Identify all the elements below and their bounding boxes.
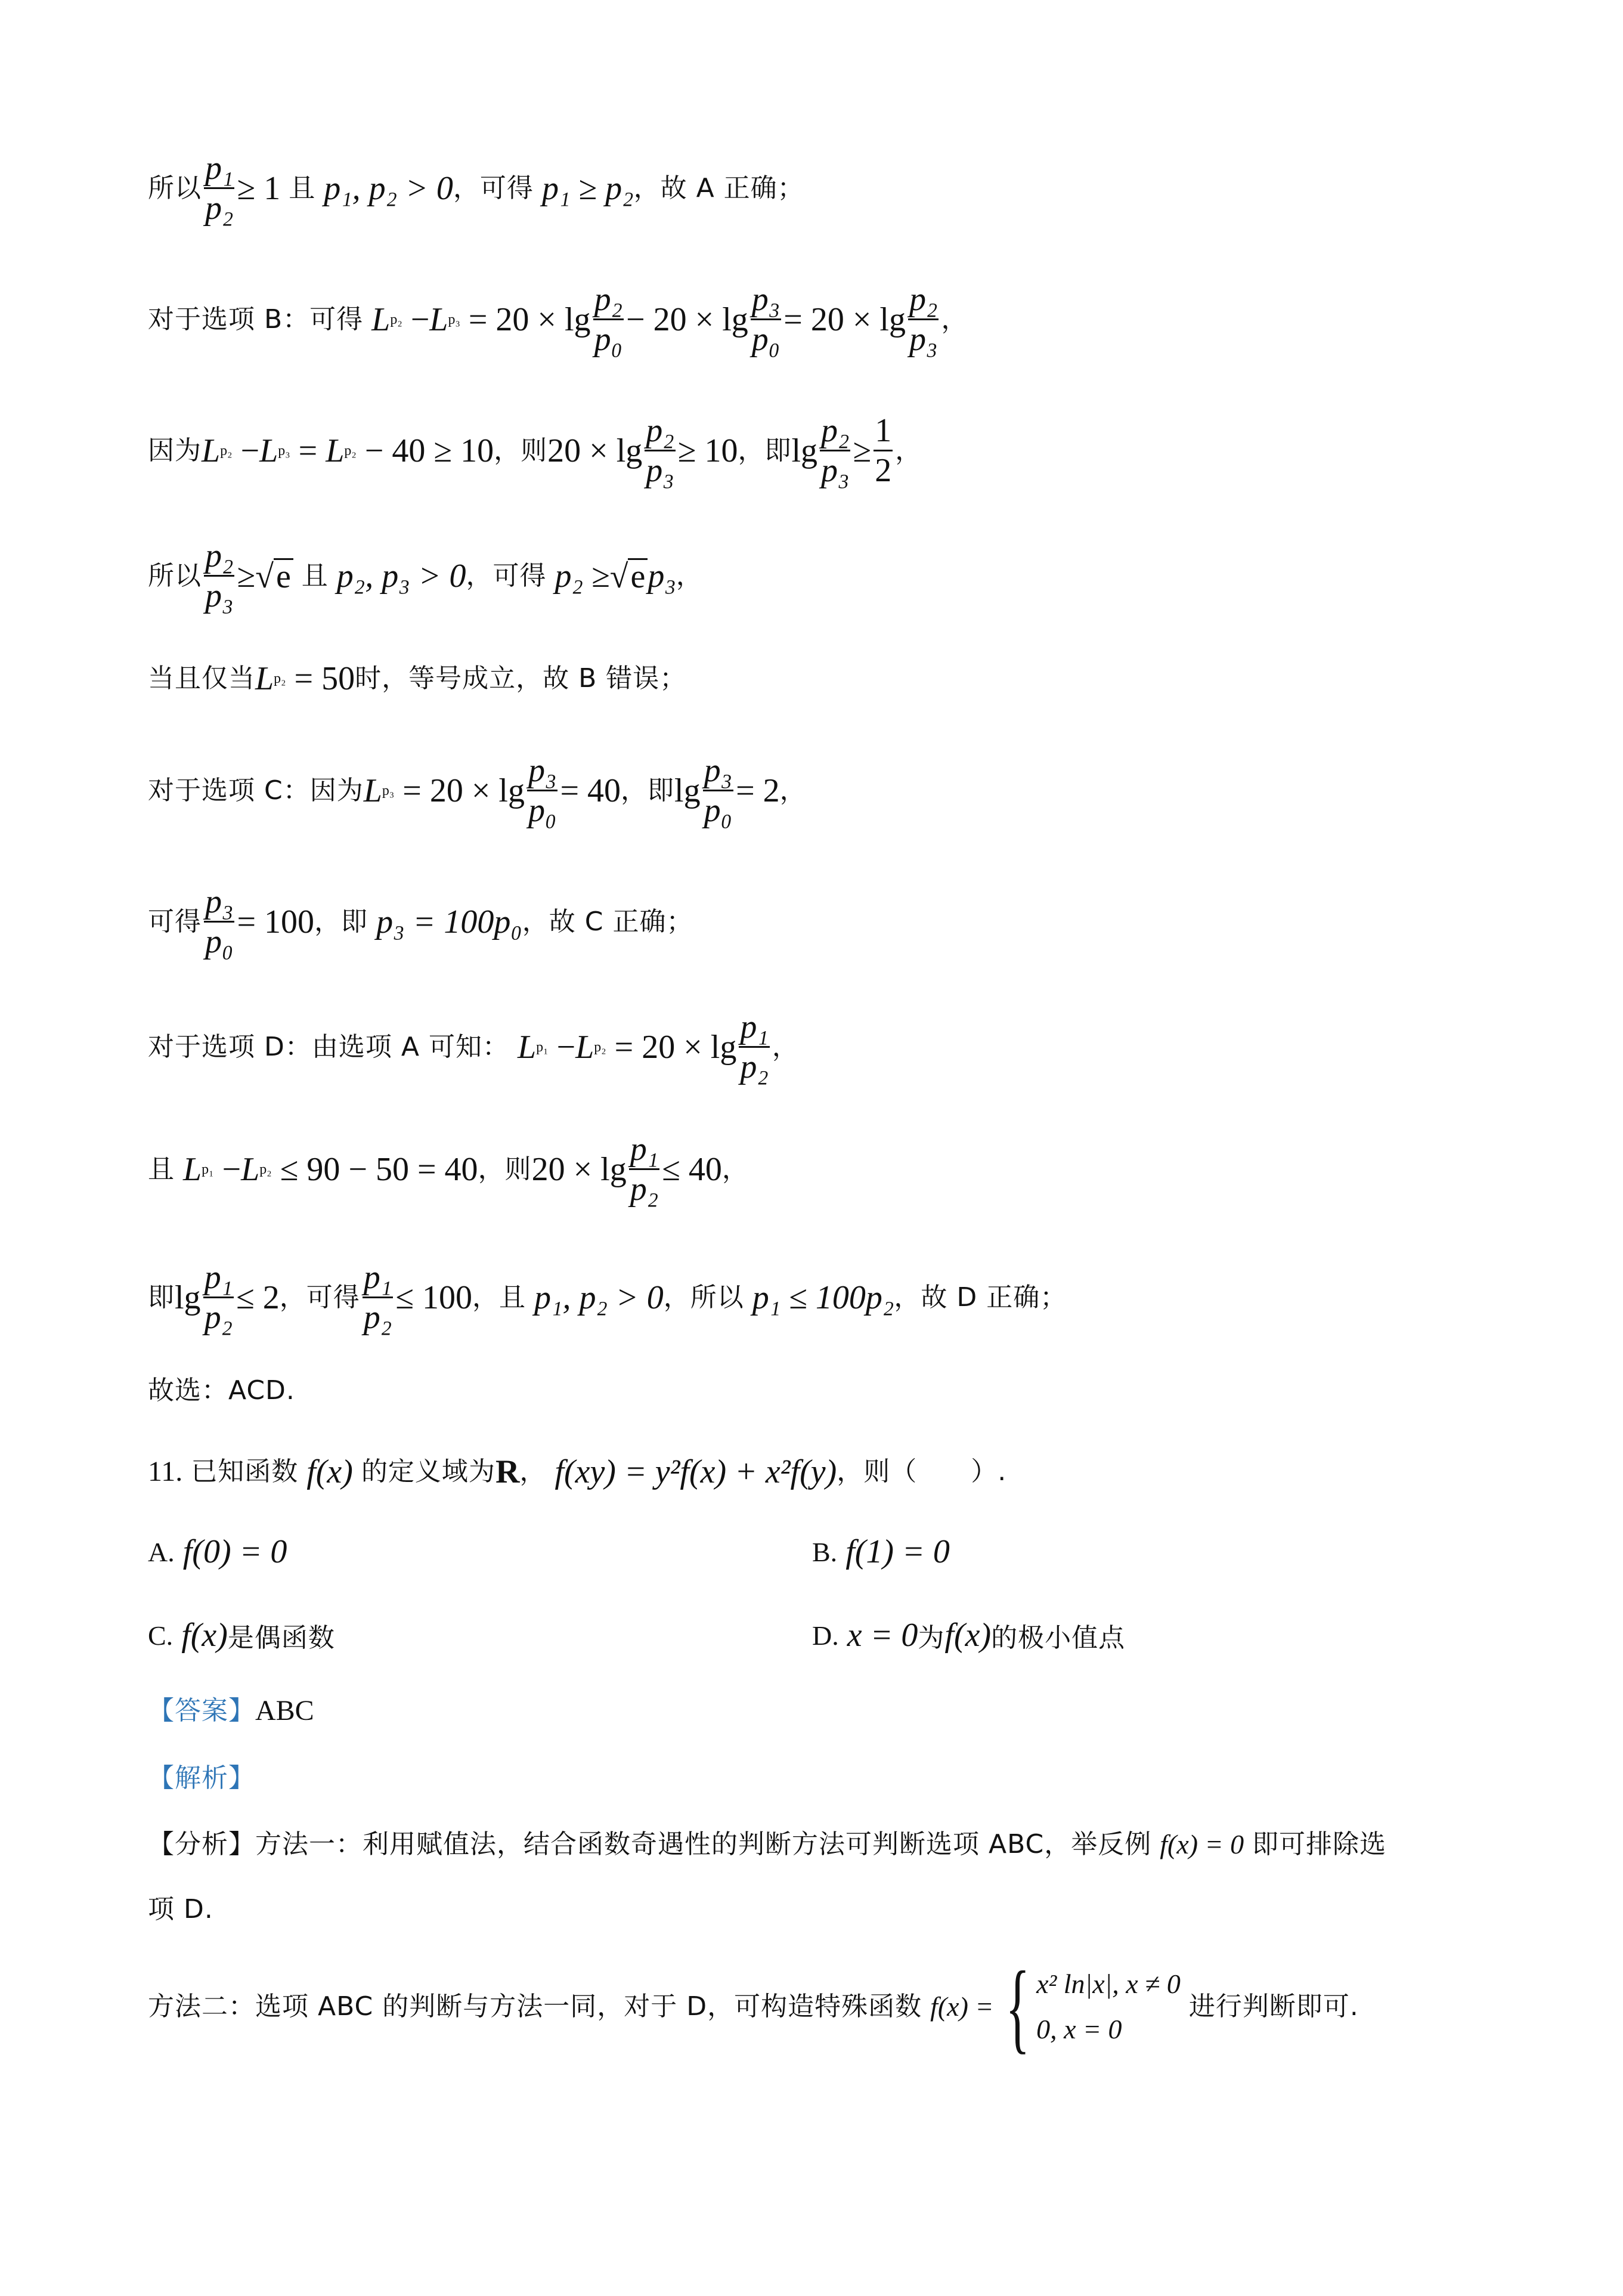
text: ，即 [621,775,675,806]
denominator: p₃ [205,577,234,615]
text: ，故 A 正确； [633,172,804,203]
math: L [363,772,382,809]
math: ≤ 90 − 50 = 40 [280,1150,478,1188]
solution-line-9 [148,1130,749,1209]
math: ≤ 40 [662,1150,722,1188]
text: ，即 [314,906,368,937]
question-number: 11. [148,1456,183,1487]
text: 的定义域为 [361,1456,495,1487]
text: ， [721,1153,749,1184]
math: = 20 × lg [468,301,591,338]
numerator: p₁ [740,1008,769,1045]
fraction [363,1258,393,1337]
text: 是偶函数 [227,1623,335,1653]
denominator: p₂ [205,190,234,227]
math: f(1) = 0 [845,1533,950,1570]
math: lg [674,772,701,809]
numerator: p₁ [630,1131,659,1168]
text: 对于选项 B：可得 [148,304,364,335]
fraction [204,149,234,228]
numerator: p₃ [751,281,780,318]
denominator: p₀ [205,923,234,961]
text: 方法一：利用赋值法，结合函数奇遇性的判断方法可判断选项 ABC，举反例 [255,1829,1152,1859]
text: ，可得 [453,172,534,203]
text: 即可排除选 [1252,1829,1387,1859]
math: L [202,432,221,469]
radicand: e [274,558,293,593]
math: L [517,1028,537,1066]
math: = 20 × lg [402,772,525,809]
subscript: p₂ [220,443,233,459]
math: L [255,660,274,697]
subscript: p₁ [536,1039,549,1055]
math: p₁, p₂ > 0 [324,169,453,207]
answer-value: ABC [255,1695,314,1726]
text: ，可得 [466,560,547,591]
math: x = 0 [847,1617,918,1654]
math: f(x) [181,1617,228,1654]
solution-line-4 [148,537,703,615]
text: 可得 [148,906,202,937]
math: − 20 × lg [626,301,748,338]
fraction [751,280,781,359]
denominator: p₂ [204,1299,233,1336]
math: f(xy) = y²f(x) + x²f(y) [555,1453,837,1490]
radicand: e [628,558,648,593]
text: ， [676,560,703,591]
math: ≥ 10 [677,432,738,469]
math: f(x) = [930,1991,994,2022]
text: ， [779,775,807,806]
fraction [204,883,234,961]
math: − 40 ≥ 10 [364,432,494,469]
piecewise-function [993,1951,1181,2063]
math: = 40 [560,772,621,809]
numerator: 1 [875,412,892,449]
solution-line-10 [148,1258,1067,1337]
text: ， [772,1031,799,1062]
math: L [326,432,345,469]
text: 且 [301,560,329,591]
math: f(x) [306,1453,353,1490]
subscript: p₂ [344,443,357,459]
math: = 20 × lg [783,301,906,338]
text: 项 D. [148,1894,213,1924]
solution-line-5 [148,662,686,695]
numerator: p₁ [205,150,234,187]
numerator: p₃ [205,883,234,920]
subscript: p₃ [448,311,460,327]
solution-line-2 [148,280,968,359]
text: 方法二：选项 ABC 的判断与方法一同，对于 D，可构造特殊函数 [148,1991,922,2022]
math: 20 × lg [531,1150,627,1188]
solution-line-8 [148,1008,799,1087]
fraction [203,1258,234,1337]
numerator: p₁ [363,1259,392,1296]
option-label: C. [148,1620,174,1651]
text: ，则 [478,1153,532,1184]
text: 当且仅当 [148,663,255,694]
math: p₁, p₂ > 0 [534,1279,664,1316]
option-c [148,1616,335,1654]
text: 所以 [148,172,202,203]
analysis-method1-cont [148,1896,213,1923]
solution-line-7 [148,883,693,961]
text: ，则 [494,435,548,466]
subscript: p₂ [259,1161,272,1177]
text: 故选：ACD. [148,1375,295,1406]
math: L [575,1028,594,1066]
denominator: p₂ [740,1048,769,1086]
text: ， [895,435,922,466]
text: 因为 [148,435,202,466]
solution-line-3 [148,411,922,490]
denominator: p₀ [528,792,557,830]
math: p₃ [648,557,676,595]
text: 且 [148,1153,175,1184]
brace-icon: { [1005,1951,1030,2063]
math: L [241,1150,260,1188]
text: ，所以 [663,1282,744,1313]
math: f(0) = 0 [182,1533,287,1570]
fraction [204,537,234,615]
denominator: p₀ [594,321,623,358]
denominator: p₀ [751,321,780,358]
math: lg [175,1279,201,1316]
math: ≤ 2 [236,1279,280,1316]
text: ，则（ ）. [837,1456,1007,1487]
option-d [812,1616,1125,1654]
numerator: p₂ [909,281,938,318]
math: 20 × lg [547,432,643,469]
text: 所以 [148,560,202,591]
analysis-subtag: 【分析】 [148,1829,255,1859]
case-2: 0, x = 0 [1036,2014,1122,2044]
math: p₃ = 100p₀ [376,903,522,940]
numerator: p₁ [204,1259,233,1296]
math: = [298,432,318,469]
fraction [703,751,733,830]
subscript: p₂ [274,671,286,686]
fraction [645,411,675,490]
numerator: p₂ [594,281,623,318]
text: ，故 D 正确； [894,1282,1067,1313]
denominator: 2 [875,452,892,490]
math: ≥ 1 [237,169,281,207]
math: L [371,301,391,338]
text: ，可得 [279,1282,360,1313]
answer-tag: 【答案】 [148,1695,255,1726]
math: − [240,432,260,469]
math: − [556,1028,576,1066]
math: p₁ ≥ p₂ [541,169,634,207]
analysis-tag: 【解析】 [148,1763,255,1793]
subscript: p₂ [594,1039,606,1055]
option-label: B. [812,1536,838,1567]
fraction [908,280,939,359]
math: − [410,301,430,338]
option-b [812,1533,950,1571]
analysis-method1 [148,1831,1386,1858]
text: 为 [918,1623,945,1653]
math: L [259,432,278,469]
text: 时，等号成立，故 B 错误； [355,663,687,694]
text: 进行判断即可. [1188,1991,1359,2022]
solution-line-6 [148,751,807,830]
math: = 50 [294,660,355,697]
numerator: p₃ [704,752,733,789]
math: ≤ 100 [395,1279,472,1316]
math: f(x) [944,1617,992,1654]
text: ， [519,1456,547,1487]
sqrt-e: √ e [255,558,293,593]
subscript: p₃ [382,782,395,799]
option-label: A. [148,1536,175,1567]
fraction [527,751,557,830]
denominator: p₂ [630,1171,659,1208]
solution-conclusion [148,1375,295,1406]
math: = 100 [237,903,315,940]
math: = 20 × lg [614,1028,737,1066]
solution-line-1 [148,149,804,228]
denominator: p₀ [704,792,733,830]
math: R [495,1453,520,1490]
fraction [739,1008,769,1087]
math: − [222,1150,241,1188]
option-a [148,1533,287,1571]
text: 对于选项 D：由选项 A 可知： [148,1031,509,1062]
text: ，且 [472,1282,526,1313]
text: 即 [148,1282,175,1313]
numerator: p₂ [821,412,850,449]
subscript: p₂ [390,311,402,327]
math: ≥ [853,432,872,469]
analysis-heading [148,1765,255,1791]
denominator: p₃ [646,452,674,490]
subscript: p₃ [278,443,290,459]
numerator: p₂ [205,537,234,574]
question-11-stem [148,1455,1006,1489]
text: ，即 [738,435,792,466]
text: ，故 C 正确； [522,906,693,937]
math: p₂, p₃ > 0 [336,557,466,595]
fraction [874,411,893,490]
text: 且 [289,172,316,203]
numerator: p₂ [646,412,674,449]
fraction [820,411,850,490]
text: 已知函数 [191,1456,299,1487]
text: 对于选项 C：因为 [148,775,364,806]
answer-line [148,1697,314,1725]
fraction [593,280,624,359]
math: f(x) = 0 [1160,1829,1244,1859]
math: lg [791,432,818,469]
math: L [429,301,448,338]
denominator: p₂ [363,1299,392,1336]
math: p₂ ≥ [555,557,610,595]
fraction [629,1130,659,1209]
sqrt-e: √ e [610,558,648,593]
subscript: p₁ [202,1161,214,1177]
math: ≥ [237,557,256,595]
text: ， [941,304,968,335]
math: L [183,1150,202,1188]
denominator: p₃ [821,452,850,490]
analysis-method2 [148,1951,1359,2063]
denominator: p₃ [909,321,938,358]
numerator: p₃ [528,752,557,789]
math: p₁ ≤ 100p₂ [752,1279,894,1316]
math: = 2 [736,772,780,809]
option-label: D. [812,1620,839,1651]
text: 的极小值点 [991,1623,1126,1653]
case-1: x² ln|x|, x ≠ 0 [1036,1969,1181,1999]
